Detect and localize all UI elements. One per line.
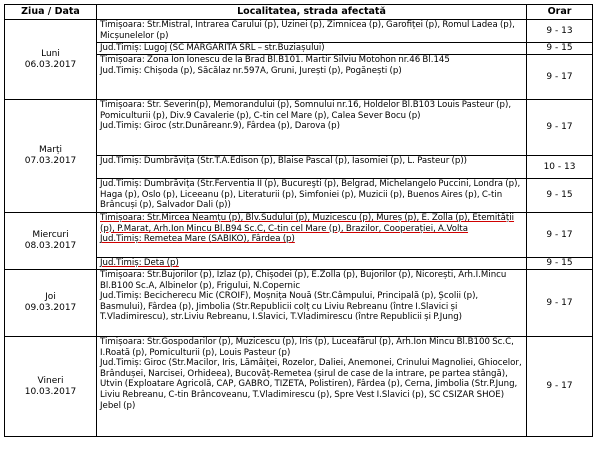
location-cell: Timișoara: Str. Severin(p), Memorandului (p), Somnului nr.16, Holdelor Bl.B103 Louis Pasteur (p), Pomiculturii (p), Div.9 Cavalerie (p), C-tin cel Mare (p), Calea Sever Bocu (p) Jud.Timiș: Giroc (str.Dunăreanr.9), Fârdea (p), Darova (p): [97, 100, 527, 156]
location-cell: Jud.Timiș: Dumbrăvița (Str.T.A.Edison (p), Blaise Pascal (p), Iasomiei (p), L. Pasteur (p)): [97, 156, 527, 179]
location-cell: Timișoara: Zona Ion Ionescu de la Brad Bl.B101. Martir Silviu Motohon nr.46 Bl.145 Jud.Timiș: Chișoda (p), Săcălaz nr.597A, Gruni, Jurești (p), Pogănești (p): [97, 55, 527, 100]
day-date: 07.03.2017: [24, 156, 77, 166]
hours-cell: 9 - 15: [527, 258, 593, 270]
hours-cell: 9 - 15: [527, 43, 593, 55]
day-cell: [5, 213, 97, 270]
header-hours: Orar: [527, 5, 593, 20]
table-row: [5, 270, 593, 337]
hours-cell: 9 - 13: [527, 20, 593, 43]
day-name: Vineri: [37, 375, 64, 386]
day-cell: [5, 20, 97, 100]
day-date: 08.03.2017: [24, 241, 77, 251]
location-cell: Jud.Timiș: Lugoj (SC MARGARITA SRL – str.Buziașului): [97, 43, 527, 55]
hours-cell: 9 - 17: [527, 100, 593, 156]
location-cell: Timișoara: Str.Bujorilor (p), Izlaz (p), Chișodei (p), E.Zolla (p), Bujorilor (p), Nicorești, Arh.I.Mincu Bl.B100 Sc.A, Albinelor (p), Frigului, N.Copernic Jud.Timiș: Becicherecu Mic (CROIF), Moșnița Nouă (Str.Câmpului, Principală (p), Școlii (p), Basmului), Fârdea (p), Jimbolia (Str.Republicii colț cu Liviu Rebreanu (între I.Slavici și T.Vladimirescu), str.Liviu Rebreanu, I.Slavici, T.Vladimirescu (între Republicii și P.Jung): [97, 270, 527, 337]
location-cell: Jud.Timiș: Dumbrăvița (Str.Ferventia II (p), Bucureşti (p), Belgrad, Michelangelo Puccini, Londra (p), Haga (p), Oslo (p), Liceeanu (p), Literaturii (p), Simfoniei (p), Muzicii (p), Buenos Aires (p), C-tin Brâncuși (p), Salvador Dali (p)): [97, 179, 527, 213]
day-name: Joi: [45, 292, 56, 302]
header-location: Localitatea, strada afectată: [97, 5, 527, 20]
day-cell: [5, 100, 97, 213]
header-day: Ziua / Data: [5, 5, 97, 20]
location-cell: Timișoara: Str.Mircea Neamțu (p), Blv.Sudului (p), Muzicescu (p), Mureș (p), E. Zolla (p), Etemității (p), P.Marat, Arh.Ion Mincu Bl.B94 Sc.C, C-tin cel Mare (p), Brazilor, Cooperației, A.Volta Jud.Timiș: Remetea Mare (SABIKO), Fârdea (p): [97, 213, 527, 258]
location-cell: Jud.Timiș: Deta (p): [97, 258, 527, 270]
day-name: Marți: [38, 145, 62, 155]
day-name: Miercuri: [32, 230, 69, 240]
table-row: [5, 213, 593, 258]
location-cell: Timișoara: Str.Mistral, Intrarea Carului (p), Uzinei (p), Zimnicea (p), Garofiței (p), Romul Ladea (p), Micșunelelor (p): [97, 20, 527, 43]
hours-cell: 9 - 15: [527, 179, 593, 213]
location-cell: Timișoara: Str.Gospodarilor (p), Muzicescu (p), Iris (p), Luceafărul (p), Arh.Ion Mincu Bl.B100 Sc.C, I.Roată (p), Pomiculturii (p), Louis Pasteur (p) Jud.Timiș: Giroc (Str.Macilor, Iris, Lămâiței, Rozelor, Daliei, Anemonei, Crinului Magnoliei, Ghiocelor, Brândușei, Narcisei, Orhideea), Bucovăț-Remetea (șirul de case de la intrare, pe partea stângă), Utvin (Exploatare Agricolă, CAP, GABRO, TIZETA, Polistiren), Fârdea (p), Cerna, Jimbolia (Str.P.Jung, Liviu Rebreanu, C-tin Brâncoveanu, T.Vladimirescu (p), Spre Vest I.Slavici (p), SC CSIZAR SHOE) Jebel (p): [97, 337, 527, 437]
day-name: Luni: [41, 48, 60, 59]
hours-cell: 9 - 17: [527, 213, 593, 258]
day-date: 10.03.2017: [24, 386, 77, 397]
header-row: [5, 5, 593, 20]
day-cell: [5, 337, 97, 437]
table-row: [5, 100, 593, 156]
outage-schedule: [4, 4, 593, 437]
schedule-table: [4, 4, 593, 437]
hours-cell: 10 - 13: [527, 156, 593, 179]
day-date: 06.03.2017: [24, 59, 77, 70]
hours-cell: 9 - 17: [527, 55, 593, 100]
day-date: 09.03.2017: [24, 303, 77, 313]
table-row: [5, 337, 593, 437]
day-cell: [5, 270, 97, 337]
hours-cell: 9 - 17: [527, 337, 593, 437]
table-row: [5, 20, 593, 43]
hours-cell: 9 - 17: [527, 270, 593, 337]
